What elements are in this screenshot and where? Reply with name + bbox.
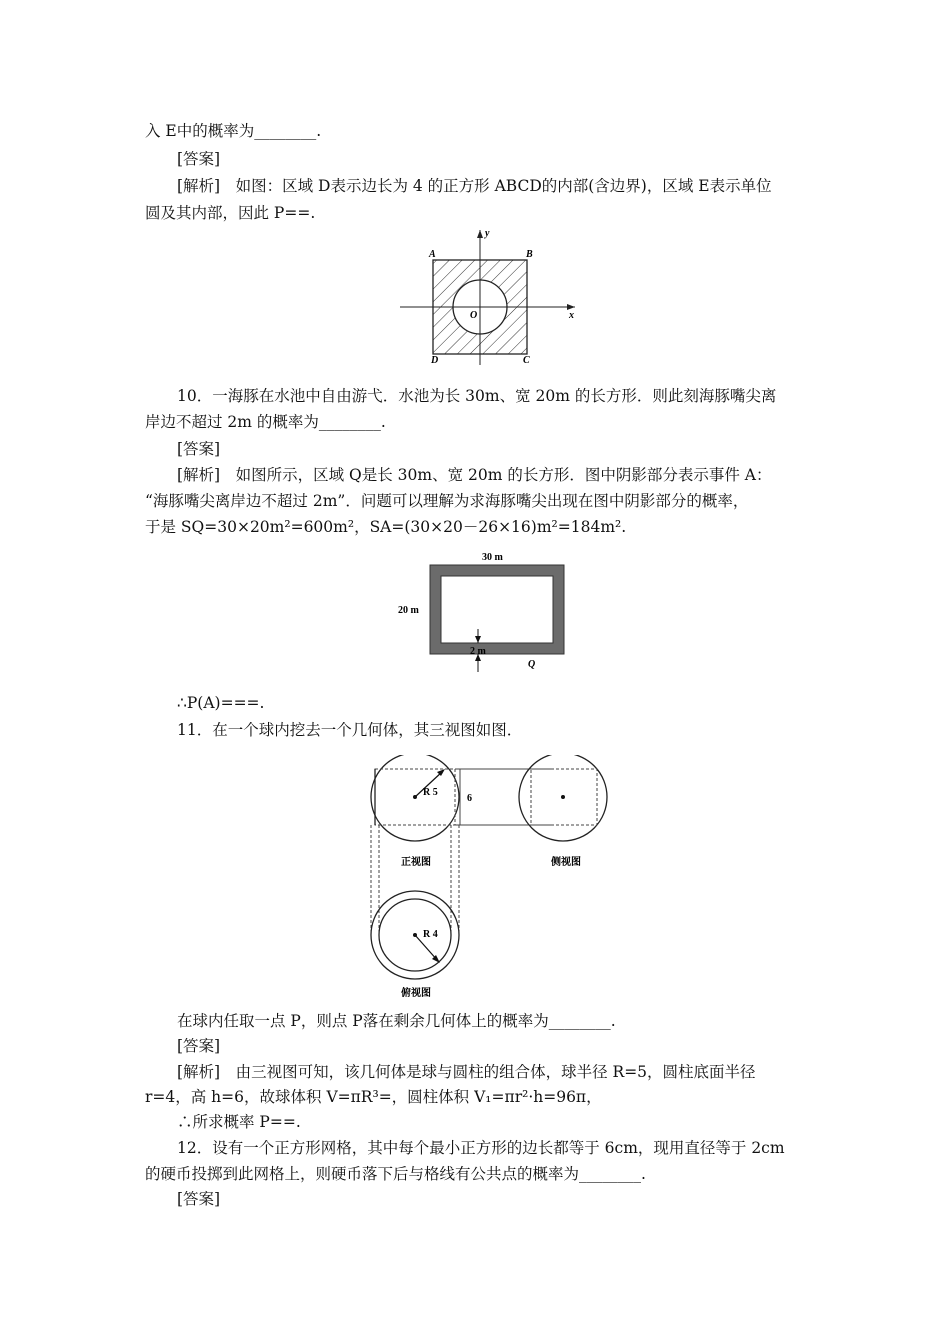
p11-question2: 在球内任取一点 P，则点 P落在剩余几何体上的概率为________. [177,1012,616,1030]
label-r5: R 5 [423,787,438,798]
p10-question2: 岸边不超过 2m 的概率为________. [145,413,386,431]
label-top-view: 俯视图 [401,988,431,999]
label-x: x [569,310,574,321]
pool-inner-region [441,576,553,643]
label-y: y [485,228,490,239]
p9-analysis1: [解析] 如图：区域 D表示边长为 4 的正方形 ABCD的内部(含边界)，区域 E表示单位 [177,177,772,195]
side-center-dot [561,795,565,799]
label-6: 6 [467,793,472,804]
label-30m: 30 m [482,552,503,563]
p12-question2: 的硬币投掷到此网格上，则硬币落下后与格线有公共点的概率为________. [145,1165,646,1183]
p10-analysis2: “海豚嘴尖离岸边不超过 2m”．问题可以理解为求海豚嘴尖出现在图中阴影部分的概率， [145,492,749,510]
label-20m: 20 m [398,605,419,616]
p10-question1: 10．一海豚在水池中自由游弋．水池为长 30m、宽 20m 的长方形．则此刻海豚嘴尖离 [177,387,777,405]
p12-answer: [答案] [177,1190,221,1208]
p10-pool-figure [390,547,580,677]
label-side-view: 侧视图 [551,857,581,868]
p10-analysis3: 于是 SQ=30×20m²=600m²，SA=(30×20－26×16)m²=184m². [145,518,627,536]
label-q: Q [528,659,536,670]
p10-answer: [答案] [177,440,221,458]
p9-answer: [答案] [177,150,221,168]
label-front-view: 正视图 [401,857,431,868]
p10-result: ∴P(A)===. [177,694,265,712]
p11-analysis1: [解析] 由三视图可知，该几何体是球与圆柱的组合体，球半径 R=5，圆柱底面半径 [177,1063,756,1081]
label-o: O [470,310,478,321]
p11-three-views-figure [365,755,615,1005]
label-a: A [429,249,436,260]
p11-answer: [答案] [177,1037,221,1055]
label-2m: 2 m [470,646,486,657]
label-b: B [526,249,533,260]
p9-analysis2: 圆及其内部，因此 P==. [145,204,316,222]
p11-analysis3: ∴所求概率 P==. [177,1113,301,1131]
label-r4: R 4 [423,929,438,940]
p12-question1: 12．设有一个正方形网格，其中每个最小正方形的边长都等于 6cm，现用直径等于 2cm [177,1139,785,1157]
p11-analysis2: r=4，高 h=6，故球体积 V=πR³=，圆柱体积 V₁=πr²·h=96π， [145,1088,602,1106]
label-d: D [431,355,439,366]
p11-question: 11．在一个球内挖去一个几何体，其三视图如图． [177,721,523,739]
y-arrow-icon [477,230,483,238]
label-c: C [523,355,530,366]
p9-square-circle-figure [395,225,585,370]
p10-analysis1: [解析] 如图所示，区域 Q是长 30m、宽 20m 的长方形．图中阴影部分表示事件 A： [177,466,772,484]
p9-line1: 入 E中的概率为________. [145,122,322,140]
